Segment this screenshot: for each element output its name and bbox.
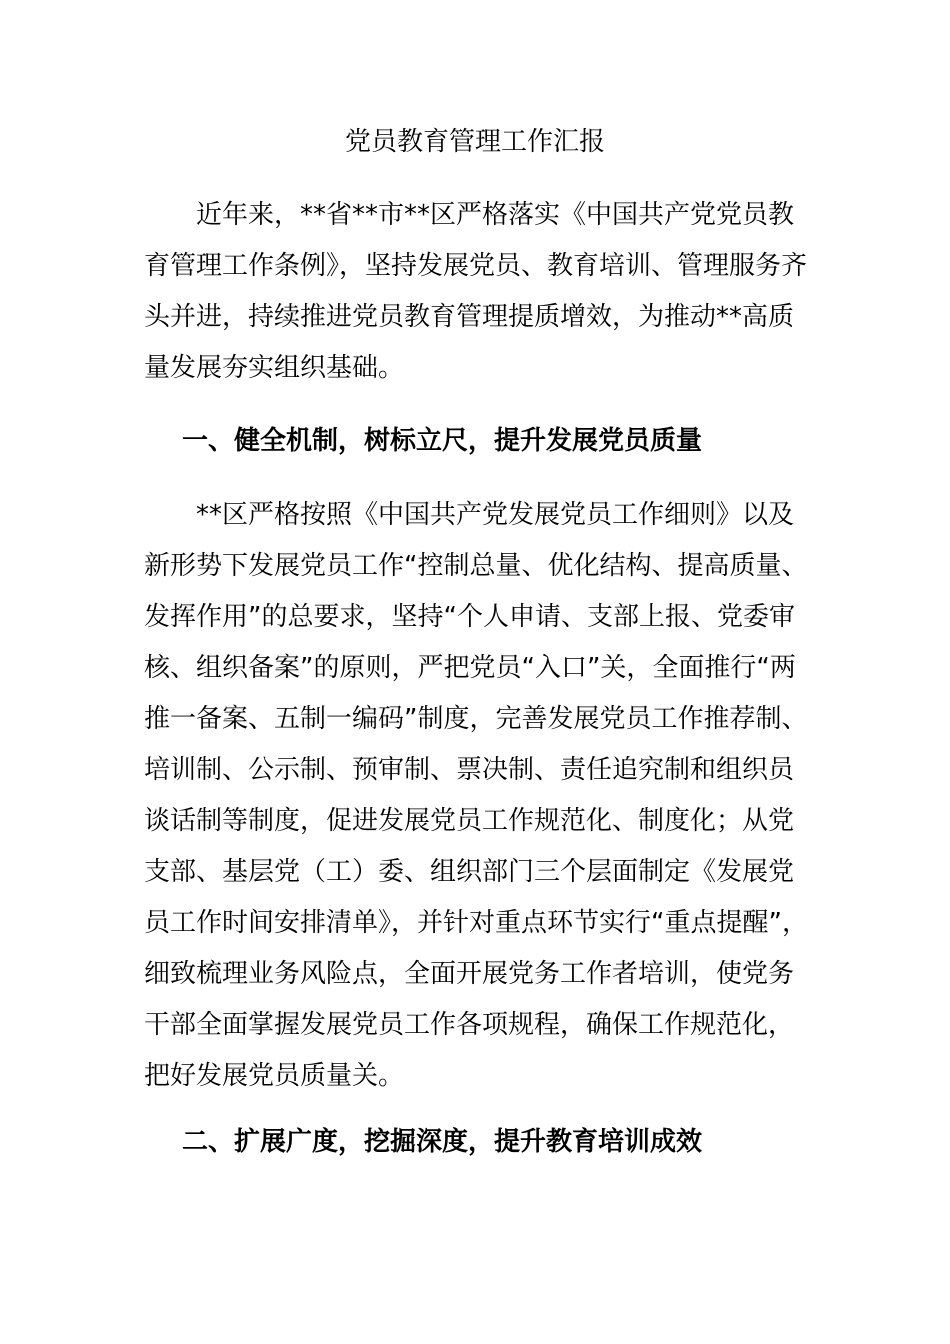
document-title: 党员教育管理工作汇报	[344, 127, 605, 157]
intro-paragraph: 近年来，**省**市**区严格落实《中国共产党党员教育管理工作条例》，坚持发展党员、教育培训、管理服务齐头并进，持续推进党员教育管理提质增效，为推动**高质量发展夯实组织基础。	[144, 200, 808, 383]
section-heading-1: 一、健全机制，树标立尺，提升发展党员质量	[182, 426, 703, 456]
section-body-1: **区严格按照《中国共产党发展党员工作细则》以及新形势下发展党员工作“控制总量、优化结构、提高质量、发挥作用”的总要求，坚持“个人申请、支部上报、党委审核、组织备案”的原则，严把党员“入口”关，全面推行“两推一备案、五制一编码”制度，完善发展党员工作推荐制、培训制、公示制、预审制、票决制、责任追究制和组织员谈话制等制度，促进发展党员工作规范化、制度化；从党支部、基层党（工）委、组织部门三个层面制定《发展党员工作时间安排清单》，并针对重点环节实行“重点提醒”，细致梳理业务风险点，全面开展党务工作者培训，使党务干部全面掌握发展党员工作各项规程，确保工作规范化，把好发展党员质量关。	[144, 500, 808, 1091]
section-heading-2: 二、扩展广度，挖掘深度，提升教育培训成效	[182, 1127, 703, 1157]
